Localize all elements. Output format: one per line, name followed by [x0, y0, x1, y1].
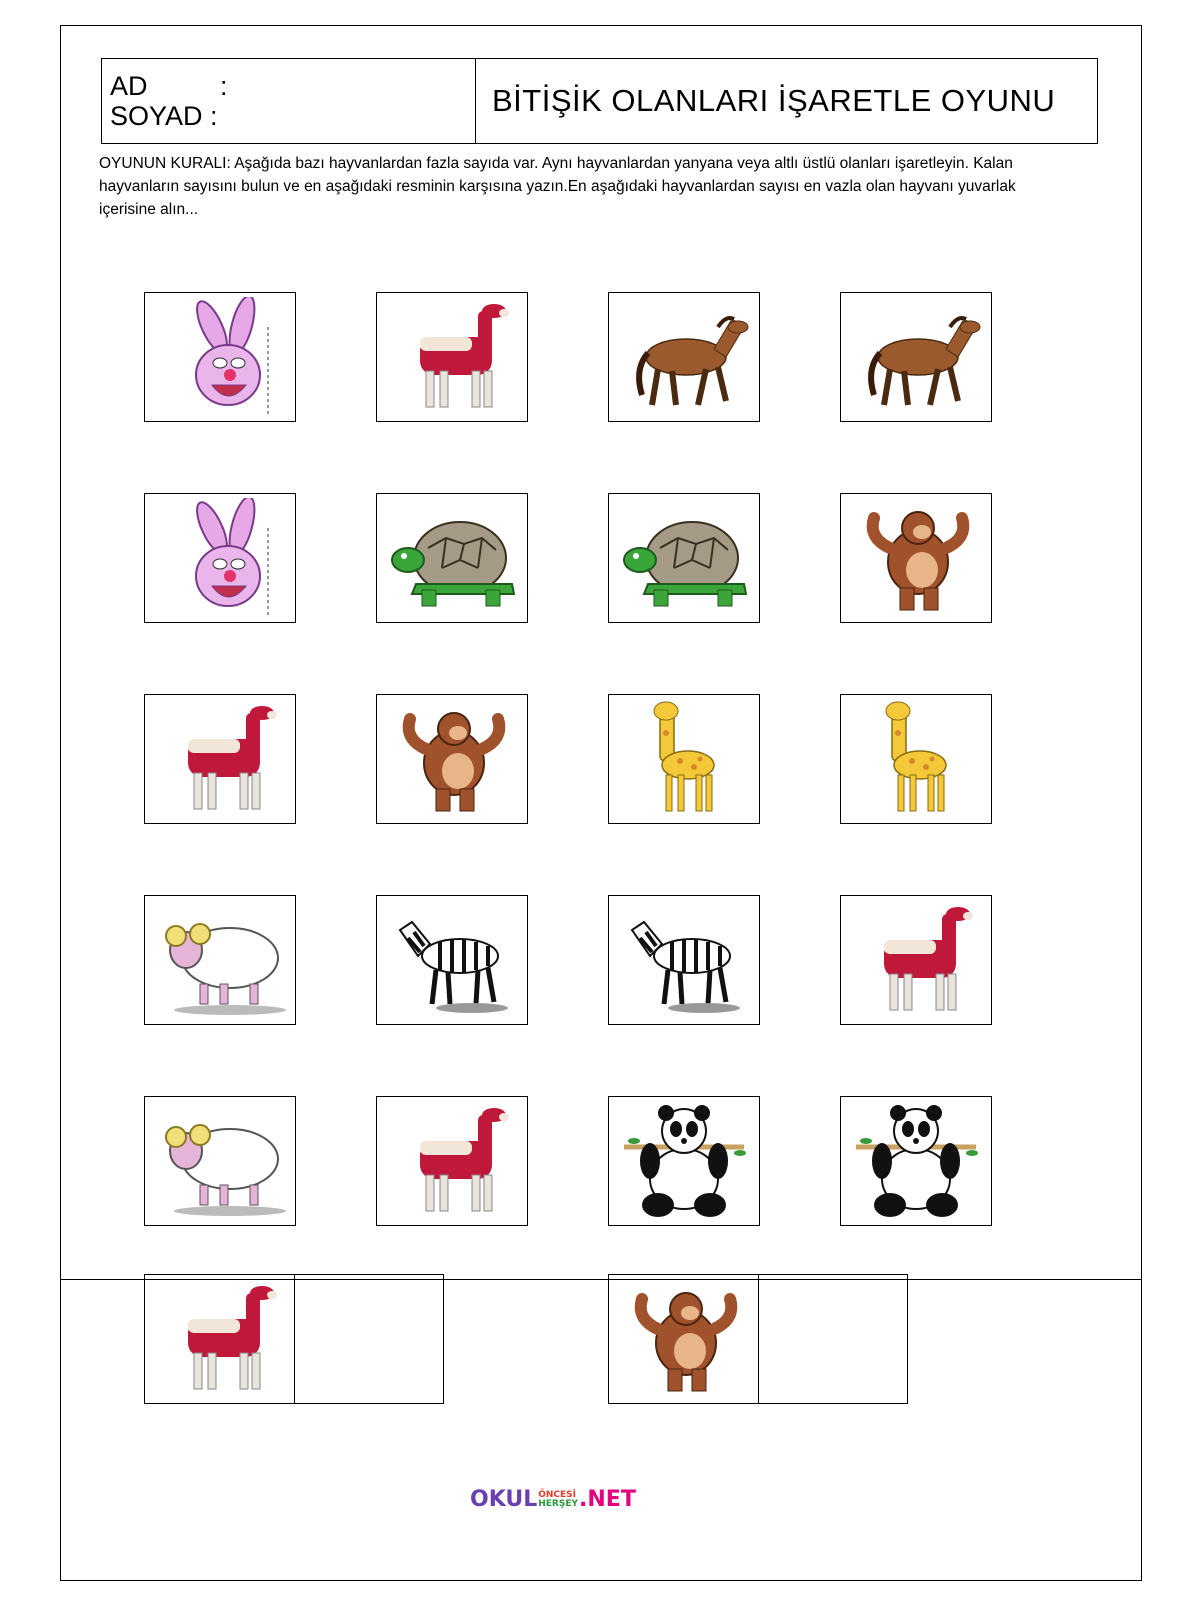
- logo-bottom: HERŞEY: [538, 1498, 579, 1509]
- zebra-picture: [614, 900, 754, 1020]
- turtle-picture: [382, 498, 522, 618]
- animal-card-rabbit[interactable]: [144, 493, 296, 623]
- animal-card-horse[interactable]: [608, 292, 760, 422]
- animal-card-gorilla[interactable]: [376, 694, 528, 824]
- game-rules: OYUNUN KURALI: Aşağıda bazı hayvanlardan fazla sayıda var. Aynı hayvanlardan yanyana veya altlı üstlü olanları işaretleyin. Kalan hayvanların sayısını bulun ve en aşağıdaki resminin karşısına yazın.En aşağıdaki hayvanlardan sayısı en vazla olan hayvanı yuvarlak içerisine alın...: [99, 155, 1016, 218]
- animal-card-llama[interactable]: [144, 694, 296, 824]
- answer-picture-llama: [145, 1275, 295, 1403]
- gorilla-picture: [846, 498, 986, 618]
- llama-picture: [382, 297, 522, 417]
- giraffe-picture: [614, 699, 754, 819]
- animal-card-llama[interactable]: [376, 1096, 528, 1226]
- sheep-picture: [150, 1101, 290, 1221]
- animal-card-llama[interactable]: [376, 292, 528, 422]
- panda-picture: [614, 1101, 754, 1221]
- zebra-picture: [382, 900, 522, 1020]
- horse-picture: [846, 297, 986, 417]
- answer-box-llama: [144, 1274, 444, 1404]
- animal-card-llama[interactable]: [840, 895, 992, 1025]
- name-fields: [102, 59, 476, 143]
- animal-card-sheep[interactable]: [144, 895, 296, 1025]
- worksheet-frame: [60, 25, 1142, 1581]
- animal-card-zebra[interactable]: [608, 895, 760, 1025]
- answer-box-gorilla: [608, 1274, 908, 1404]
- animal-card-sheep[interactable]: [144, 1096, 296, 1226]
- animal-card-gorilla[interactable]: [840, 493, 992, 623]
- horse-picture: [614, 297, 754, 417]
- animal-card-giraffe[interactable]: [608, 694, 760, 824]
- site-logo: [470, 1487, 636, 1512]
- llama-picture: [382, 1101, 522, 1221]
- animal-card-panda[interactable]: [608, 1096, 760, 1226]
- answer-count-field[interactable]: [295, 1275, 443, 1403]
- animal-card-turtle[interactable]: [376, 493, 528, 623]
- logo-net: .NET: [579, 1487, 636, 1512]
- animal-card-zebra[interactable]: [376, 895, 528, 1025]
- logo-middle: [538, 1491, 578, 1509]
- logo-top: ÖNCESİ: [538, 1489, 577, 1500]
- sheep-picture: [150, 900, 290, 1020]
- animal-card-giraffe[interactable]: [840, 694, 992, 824]
- giraffe-picture: [846, 699, 986, 819]
- ad-colon: :: [220, 71, 228, 101]
- llama-picture: [846, 900, 986, 1020]
- logo-okul: OKUL: [470, 1487, 538, 1512]
- gorilla-picture: [382, 699, 522, 819]
- page-title: BİTİŞİK OLANLARI İŞARETLE OYUNU: [492, 83, 1056, 118]
- ad-label: AD: [110, 71, 148, 101]
- panda-picture: [846, 1101, 986, 1221]
- llama-picture: [150, 699, 290, 819]
- rabbit-picture: [150, 297, 290, 417]
- answer-count-field[interactable]: [759, 1275, 907, 1403]
- turtle-picture: [614, 498, 754, 618]
- animal-card-rabbit[interactable]: [144, 292, 296, 422]
- soyad-label: SOYAD :: [110, 101, 218, 131]
- answer-picture-gorilla: [609, 1275, 759, 1403]
- header-table: [101, 58, 1098, 144]
- animal-card-horse[interactable]: [840, 292, 992, 422]
- animal-card-panda[interactable]: [840, 1096, 992, 1226]
- rabbit-picture: [150, 498, 290, 618]
- animal-card-turtle[interactable]: [608, 493, 760, 623]
